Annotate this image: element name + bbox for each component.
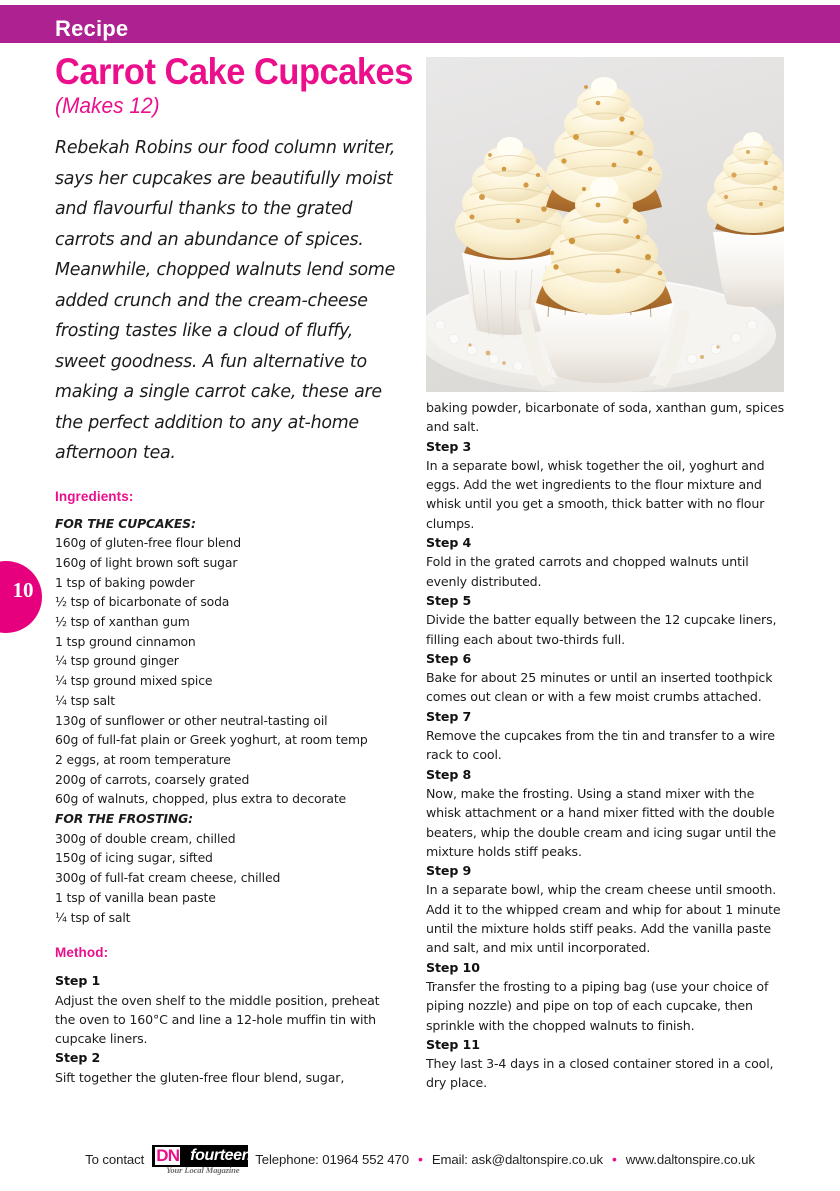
ingredient-item: 300g of double cream, chilled (55, 830, 236, 846)
logo-wordmark: fourteen (190, 1146, 252, 1164)
ingredient-item: 60g of walnuts, chopped, plus extra to decorate (55, 791, 347, 807)
page-number: 10 (12, 578, 34, 602)
step-label: Step 10 (426, 959, 480, 975)
ingredient-item: ½ tsp of xanthan gum (55, 614, 190, 630)
ingredient-subheading: FOR THE FROSTING: (55, 811, 193, 827)
cupcakes-illustration (426, 57, 784, 392)
footer-separator-2: • (611, 1151, 617, 1167)
ingredient-item: ½ tsp of bicarbonate of soda (55, 594, 230, 610)
ingredient-item: ¼ tsp of salt (55, 909, 131, 925)
ingredient-item: 150g of icing sugar, sifted (55, 850, 213, 866)
footer-email[interactable]: Email: ask@daltonspire.co.uk (431, 1151, 603, 1167)
ingredient-item: 160g of gluten-free flour blend (55, 535, 241, 551)
ingredient-item: ¼ tsp ground mixed spice (55, 673, 213, 689)
left-column (55, 51, 413, 1087)
method-heading: Method: (55, 945, 109, 961)
step-label: Step 11 (426, 1036, 480, 1052)
step-label: Step 1 (55, 973, 101, 989)
step-text: Transfer the frosting to a piping bag (use your choice of piping nozzle) and pipe on top of each cupcake, then sprinkle with the chopped walnuts to finish. (426, 978, 769, 1033)
page-footer (0, 1144, 840, 1174)
step-text: Divide the batter equally between the 12 cupcake liners, filling each about two-thirds full. (426, 612, 777, 647)
step-text: In a separate bowl, whip the cream cheese until smooth. Add it to the whipped cream and whip for about 1 minute until the mixture holds stiff peaks. Add the vanilla paste and salt, and mix until incorporated. (426, 882, 781, 956)
step-text: In a separate bowl, whisk together the oil, yoghurt and eggs. Add the wet ingredients to the flour mixture and whisk until you get a smooth, thick batter with no flour clumps. (426, 457, 765, 531)
footer-website[interactable]: www.daltonspire.co.uk (625, 1151, 755, 1167)
ingredient-subheading: FOR THE CUPCAKES: (55, 515, 196, 531)
step-text: Fold in the grated carrots and chopped walnuts until evenly distributed. (426, 554, 749, 589)
step-label: Step 7 (426, 708, 472, 724)
ingredient-item: 160g of light brown soft sugar (55, 554, 238, 570)
step-label: Step 4 (426, 535, 472, 551)
section-label: Recipe (55, 16, 129, 41)
ingredient-item: ¼ tsp ground ginger (55, 653, 179, 669)
footer-contact-prefix: To contact (85, 1151, 145, 1167)
ingredients-heading: Ingredients: (55, 488, 134, 504)
recipe-yield: (Makes 12) (55, 93, 160, 118)
ingredient-item: 300g of full-fat cream cheese, chilled (55, 870, 281, 886)
step-text: They last 3-4 days in a closed container stored in a cool, dry place. (426, 1056, 774, 1091)
ingredient-item: 1 tsp of vanilla bean paste (55, 889, 216, 905)
method-steps-left (55, 971, 403, 1087)
footer-telephone: Telephone: 01964 552 470 (255, 1151, 410, 1167)
step-text: Adjust the oven shelf to the middle position, preheat the oven to 160°C and line a 12-hole muffin tin with cupcake liners. (55, 992, 380, 1047)
logo-tagline: Your Local Magazine (166, 1164, 240, 1175)
method-steps-right (426, 437, 784, 1093)
right-column (426, 398, 784, 1093)
step-text: Remove the cupcakes from the tin and transfer to a wire rack to cool. (426, 728, 775, 763)
step-label: Step 5 (426, 592, 472, 608)
header-band (0, 5, 840, 43)
step-label: Step 6 (426, 650, 472, 666)
step-label: Step 8 (426, 766, 472, 782)
ingredient-item: ¼ tsp salt (55, 692, 115, 708)
recipe-intro: Rebekah Robins our food column writer, says her cupcakes are beautifully moist and flavourful thanks to the grated carrots and an abundance of spices. Meanwhile, chopped walnuts lend some added crunch and the cream-cheese frosting tastes like a cloud of fluffy, sweet goodness. A fun alternative to making a single carrot cake, these are the perfect addition to any at-home afternoon tea. (55, 138, 396, 463)
ingredient-item: 1 tsp of baking powder (55, 574, 195, 590)
step-label: Step 9 (426, 863, 472, 879)
step-text: Now, make the frosting. Using a stand mixer with the whisk attachment or a hand mixer fitted with the double beaters, whip the double cream and icing sugar until the mixture holds stiff peaks. (426, 785, 777, 859)
step-text: Sift together the gluten-free flour blend, sugar, (55, 1069, 345, 1085)
logo-mark: DN (156, 1145, 180, 1165)
page-title: Carrot Cake Cupcakes (55, 51, 413, 92)
ingredient-item: 1 tsp ground cinnamon (55, 633, 196, 649)
page-number-badge (0, 561, 42, 633)
step-label: Step 2 (55, 1050, 101, 1066)
ingredients-list (55, 514, 403, 928)
step-2-continuation: baking powder, bicarbonate of soda, xanthan gum, spices and salt. (426, 400, 784, 435)
ingredient-item: 2 eggs, at room temperature (55, 751, 231, 767)
step-text: Bake for about 25 minutes or until an inserted toothpick comes out clean or with a few moist crumbs attached. (426, 670, 773, 705)
ingredient-item: 200g of carrots, coarsely grated (55, 771, 250, 787)
step-label: Step 3 (426, 438, 472, 454)
ingredient-item: 130g of sunflower or other neutral-tasting oil (55, 712, 328, 728)
dnfourteen-logo[interactable] (152, 1145, 252, 1175)
ingredient-item: 60g of full-fat plain or Greek yoghurt, at room temp (55, 732, 368, 748)
recipe-photo (426, 57, 784, 392)
footer-separator-1: • (418, 1151, 423, 1167)
